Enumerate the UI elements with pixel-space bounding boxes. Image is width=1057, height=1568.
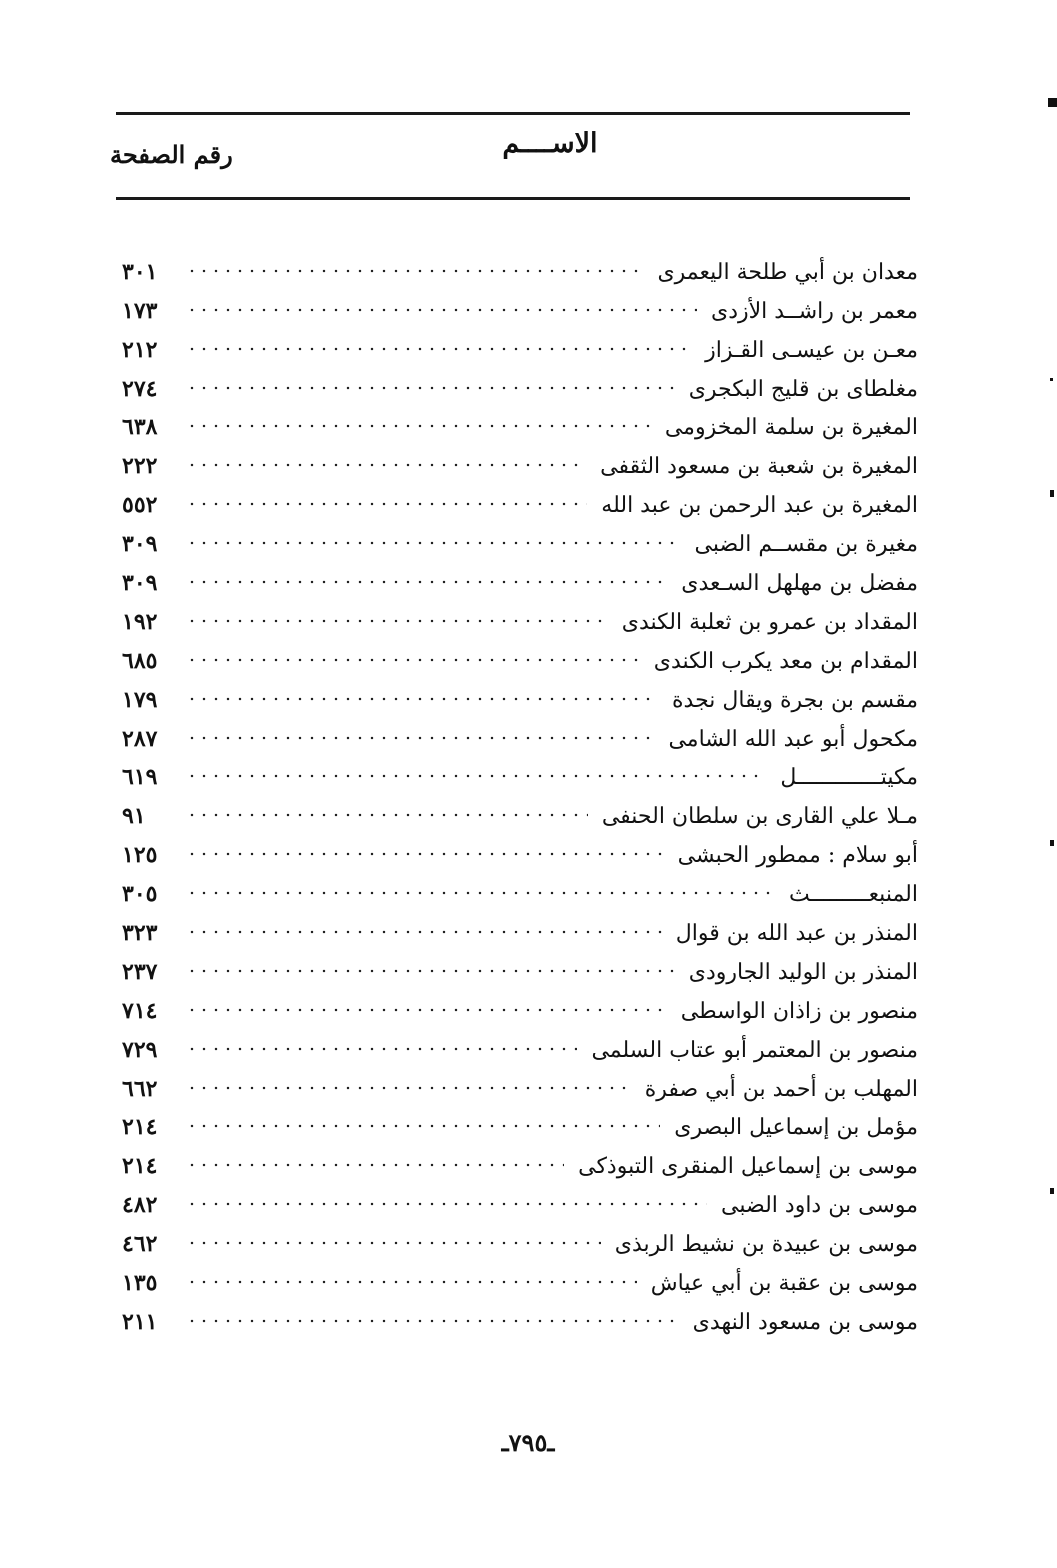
index-entry xyxy=(118,907,918,946)
entry-page-number: ١٧٣ xyxy=(122,297,158,324)
scan-edge-mark xyxy=(1050,1188,1054,1194)
entry-page-number: ١٩٢ xyxy=(122,608,158,635)
entry-page-number: ٧١٤ xyxy=(122,997,158,1024)
entry-name: منصور بن المعتمر أبو عتاب السلمى xyxy=(591,1037,918,1063)
index-entry xyxy=(118,829,918,868)
index-entry xyxy=(118,1140,918,1179)
dot-leader xyxy=(186,1276,637,1288)
entry-name: المقداد بن عمرو بن ثعلبة الكندى xyxy=(621,609,918,635)
entry-name: المقدام بن معد يكرب الكندى xyxy=(653,648,918,674)
entry-name: مقسم بن بجرة ويقال نجدة xyxy=(672,687,918,713)
entry-name: موسى بن داود الضبى xyxy=(721,1193,918,1219)
entry-name: أبو سلام : ممطور الحبشى xyxy=(677,843,918,869)
entry-name: مغلطاى بن قليج البكجرى xyxy=(688,376,918,402)
entry-page-number: ١٣٥ xyxy=(122,1270,158,1297)
entry-name: المغيرة بن شعبة بن مسعود الثقفى xyxy=(600,454,918,480)
entry-name: موسى بن عبيدة بن نشيط الربذى xyxy=(614,1232,918,1258)
index-entry xyxy=(118,479,918,518)
entry-name: معـن بن عيسـى القـزاز xyxy=(705,337,918,363)
entry-name: معمر بن راشــد الأزدى xyxy=(710,298,918,324)
entry-name: موسى بن إسماعيل المنقرى التبوذكى xyxy=(578,1154,918,1180)
entry-page-number: ٦٣٨ xyxy=(122,414,158,441)
entry-page-number: ٢١٢ xyxy=(122,336,158,363)
entry-page-number: ٩١ xyxy=(122,803,146,830)
entry-name: مكيتـــــــــــــل xyxy=(780,765,918,791)
entry-name: معدان بن أبي طلحة اليعمرى xyxy=(657,259,918,285)
dot-leader xyxy=(186,1082,631,1094)
entry-name: المنبعـــــــــث xyxy=(788,882,918,908)
index-entry xyxy=(118,790,918,829)
entry-page-number: ٦٨٥ xyxy=(122,647,158,674)
entry-name: المنذر بن عبد الله بن قوال xyxy=(675,921,918,947)
header-top-rule xyxy=(116,112,910,115)
scan-edge-mark xyxy=(1050,840,1054,846)
entry-name: مكحول أبو عبد الله الشامى xyxy=(668,726,918,752)
index-entry xyxy=(118,557,918,596)
index-entries-list xyxy=(118,246,918,1335)
scan-edge-mark xyxy=(1048,98,1057,107)
entry-page-number: ٤٦٢ xyxy=(122,1231,158,1258)
entry-page-number: ٣٠٥ xyxy=(122,881,158,908)
entry-name: موسى بن مسعود النهدى xyxy=(692,1309,918,1335)
dot-leader xyxy=(186,965,675,977)
dot-leader xyxy=(186,926,662,938)
index-entry xyxy=(118,635,918,674)
index-entry xyxy=(118,1218,918,1257)
entry-page-number: ١٢٥ xyxy=(122,842,158,869)
dot-leader xyxy=(186,304,697,316)
index-entry xyxy=(118,246,918,285)
dot-leader xyxy=(186,265,643,277)
index-entry xyxy=(118,402,918,441)
dot-leader xyxy=(186,615,608,627)
entry-page-number: ٢١٤ xyxy=(122,1153,158,1180)
dot-leader xyxy=(186,1004,667,1016)
index-entry xyxy=(118,1063,918,1102)
index-entry xyxy=(118,674,918,713)
dot-leader xyxy=(186,1237,601,1249)
entry-name: المنذر بن الوليد الجارودى xyxy=(688,959,918,985)
entry-page-number: ٢١١ xyxy=(122,1308,158,1335)
entry-page-number: ٢٢٢ xyxy=(122,453,158,480)
dot-leader xyxy=(186,420,651,432)
entry-page-number: ١٧٩ xyxy=(122,686,158,713)
index-entry xyxy=(118,1024,918,1063)
index-entry xyxy=(118,324,918,363)
entry-name: مغيرة بن مقســم الضبى xyxy=(694,532,918,558)
index-entry xyxy=(118,1102,918,1141)
dot-leader xyxy=(186,343,691,355)
entry-name: المغيرة بن سلمة المخزومى xyxy=(664,415,918,441)
name-column-header: الاســــم xyxy=(502,128,598,159)
dot-leader xyxy=(186,498,587,510)
dot-leader xyxy=(186,887,775,899)
index-entry xyxy=(118,1257,918,1296)
entry-name: المغيرة بن عبد الرحمن بن عبد الله xyxy=(601,493,918,519)
dot-leader xyxy=(186,1315,679,1327)
dot-leader xyxy=(186,1198,707,1210)
entry-page-number: ٦١٩ xyxy=(122,764,158,791)
entry-page-number: ٣٠٩ xyxy=(122,570,158,597)
index-entry xyxy=(118,518,918,557)
dot-leader xyxy=(186,459,586,471)
entry-page-number: ٣٢٣ xyxy=(122,920,158,947)
index-entry xyxy=(118,752,918,791)
entry-page-number: ٣٠١ xyxy=(122,258,158,285)
dot-leader xyxy=(186,576,667,588)
entry-page-number: ٧٢٩ xyxy=(122,1036,158,1063)
dot-leader xyxy=(186,770,766,782)
index-entry xyxy=(118,1296,918,1335)
entry-name: موسى بن عقبة بن أبي عياش xyxy=(650,1271,918,1297)
dot-leader xyxy=(186,382,675,394)
index-entry xyxy=(118,440,918,479)
header-bottom-rule xyxy=(116,197,910,200)
dot-leader xyxy=(186,848,664,860)
index-entry xyxy=(118,868,918,907)
page-number: ـ٧٩٥ـ xyxy=(501,1428,555,1457)
entry-page-number: ٦٦٢ xyxy=(122,1075,158,1102)
dot-leader xyxy=(186,693,658,705)
entry-page-number: ٤٨٢ xyxy=(122,1192,158,1219)
entry-name: مفضل بن مهلهل السـعدى xyxy=(681,571,918,597)
dot-leader xyxy=(186,1043,577,1055)
index-entry xyxy=(118,985,918,1024)
index-entry xyxy=(118,596,918,635)
dot-leader xyxy=(186,537,681,549)
entry-name: مؤمل بن إسماعيل البصرى xyxy=(674,1115,918,1141)
entry-page-number: ٢١٤ xyxy=(122,1114,158,1141)
entry-page-number: ٢٧٤ xyxy=(122,375,158,402)
entry-name: المهلب بن أحمد بن أبي صفرة xyxy=(644,1076,918,1102)
dot-leader xyxy=(186,732,654,744)
index-entry xyxy=(118,946,918,985)
entry-name: مـلا علي القارى بن سلطان الحنفى xyxy=(601,804,918,830)
entry-page-number: ٣٠٩ xyxy=(122,531,158,558)
dot-leader xyxy=(186,1159,564,1171)
index-entry xyxy=(118,1179,918,1218)
entry-page-number: ٥٥٢ xyxy=(122,492,158,519)
entry-name: منصور بن زاذان الواسطى xyxy=(680,998,918,1024)
entry-page-number: ٢٣٧ xyxy=(122,958,158,985)
dot-leader xyxy=(186,654,640,666)
index-entry xyxy=(118,363,918,402)
scan-edge-mark xyxy=(1050,490,1054,497)
index-entry xyxy=(118,285,918,324)
dot-leader xyxy=(186,1120,660,1132)
scan-edge-mark xyxy=(1050,378,1053,381)
entry-page-number: ٢٨٧ xyxy=(122,725,158,752)
dot-leader xyxy=(186,809,588,821)
page-column-header: رقم الصفحة xyxy=(110,140,233,169)
index-entry xyxy=(118,713,918,752)
